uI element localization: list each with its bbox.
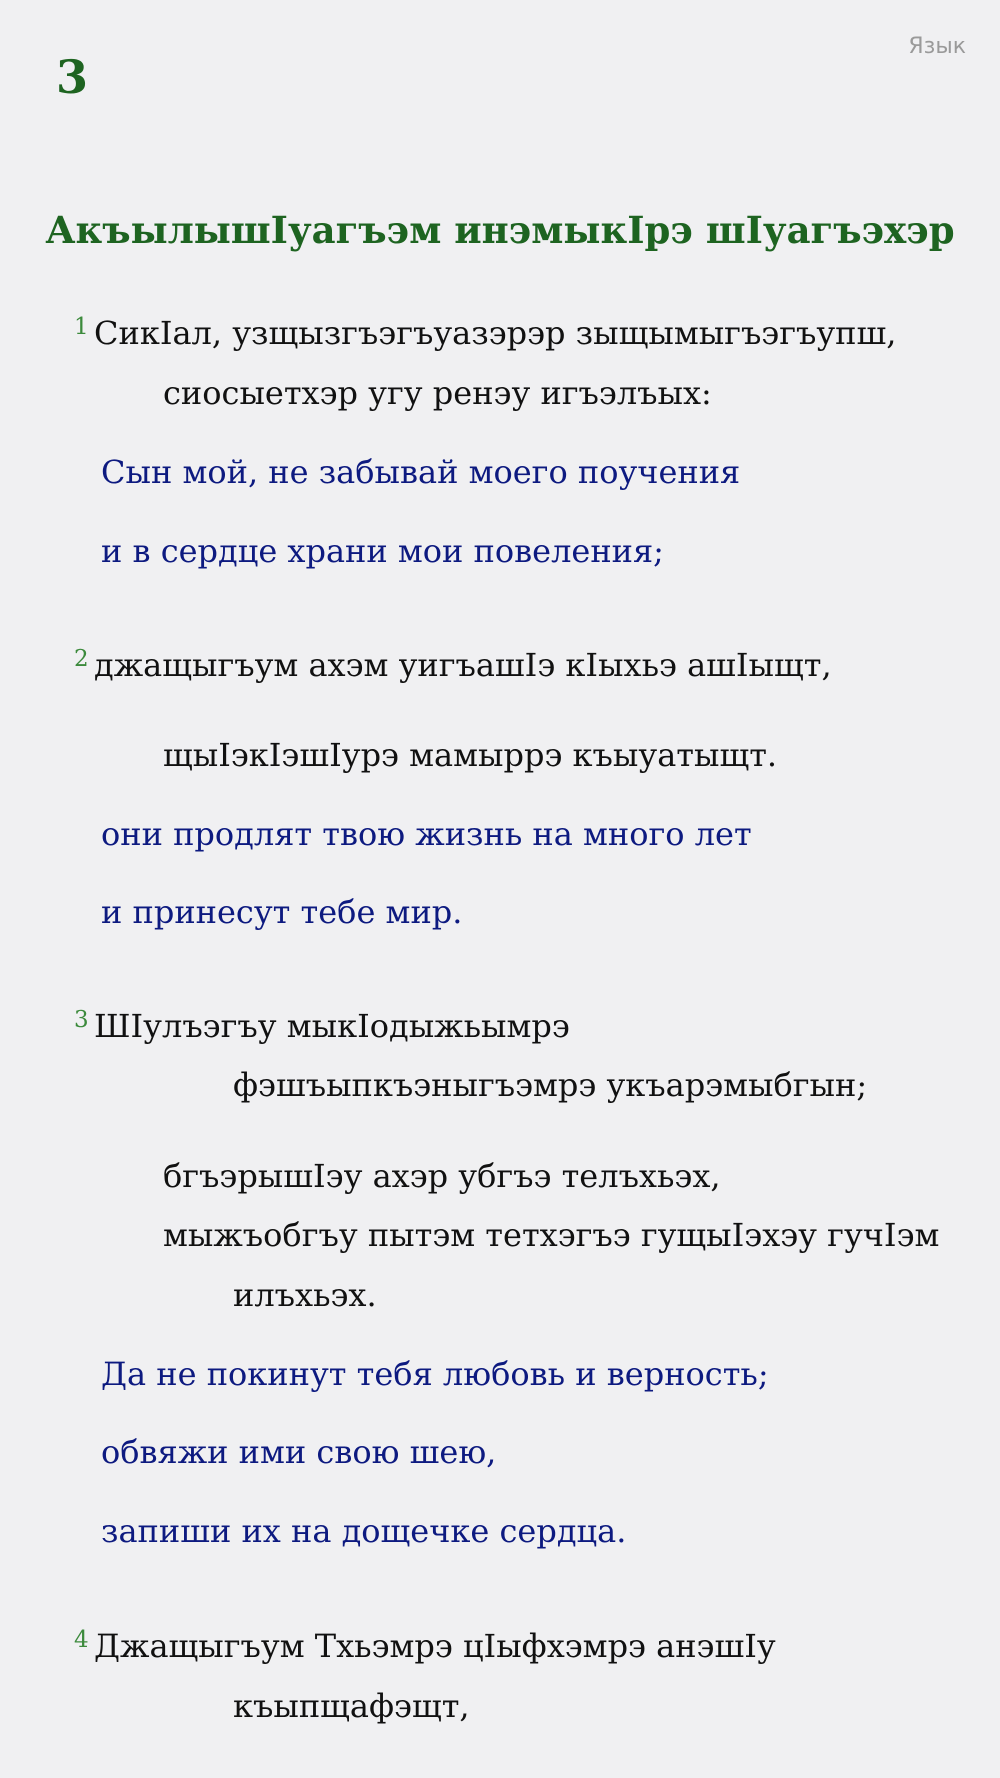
verse-line-adyghe: фэшъыпкъэныгъэмрэ укъарэмыбгын; bbox=[233, 1066, 868, 1104]
verse-number: 4 bbox=[74, 1627, 89, 1653]
verse-line-russian: и принесут тебе мир. bbox=[101, 893, 463, 931]
verse-line-russian: обвяжи ими свою шею, bbox=[101, 1433, 497, 1471]
language-link[interactable]: Язык bbox=[908, 34, 966, 59]
verse-line-russian: они продлят твою жизнь на много лет bbox=[101, 815, 752, 853]
verse-line-adyghe: СикIал, узщызгъэгъуазэрэр зыщымыгъэгъупш, bbox=[94, 314, 897, 352]
verse-line-adyghe: сиосыетхэр угу ренэу игъэлъых: bbox=[163, 374, 712, 412]
verse-line-adyghe: Джащыгъум Тхьэмрэ цIыфхэмрэ анэшIу bbox=[94, 1627, 776, 1665]
verse-number: 1 bbox=[74, 314, 89, 340]
section-heading: АкъылышIуагъэм инэмыкIрэ шIуагъэхэр bbox=[45, 208, 955, 252]
verse-line-adyghe: къыпщафэщт, bbox=[233, 1687, 470, 1725]
verse-line-russian: Сын мой, не забывай моего поучения bbox=[101, 453, 741, 491]
verse-line-russian: Да не покинут тебя любовь и верность; bbox=[101, 1355, 769, 1393]
verse-line-russian: запиши их на дощечке сердца. bbox=[101, 1512, 627, 1550]
verse-line-adyghe: мыжъобгъу пытэм тетхэгъэ гущыIэхэу гучIэм bbox=[163, 1216, 940, 1254]
verse-line-adyghe: бгъэрышIэу ахэр убгъэ телъхьэх, bbox=[163, 1157, 721, 1195]
verse-line-adyghe: джащыгъум ахэм уигъашIэ кIыхьэ ашIыщт, bbox=[94, 646, 832, 684]
verse-line-adyghe: илъхьэх. bbox=[233, 1276, 377, 1314]
verse-number: 3 bbox=[74, 1007, 89, 1033]
verse-line-adyghe: щыIэкIэшIурэ мамыррэ къыуатыщт. bbox=[163, 736, 778, 774]
verse-line-russian: и в сердце храни мои повеления; bbox=[101, 532, 664, 570]
verse-line-adyghe: ШIулъэгъу мыкIодыжьымрэ bbox=[94, 1007, 570, 1045]
verse-number: 2 bbox=[74, 646, 89, 672]
chapter-number: 3 bbox=[56, 50, 89, 104]
